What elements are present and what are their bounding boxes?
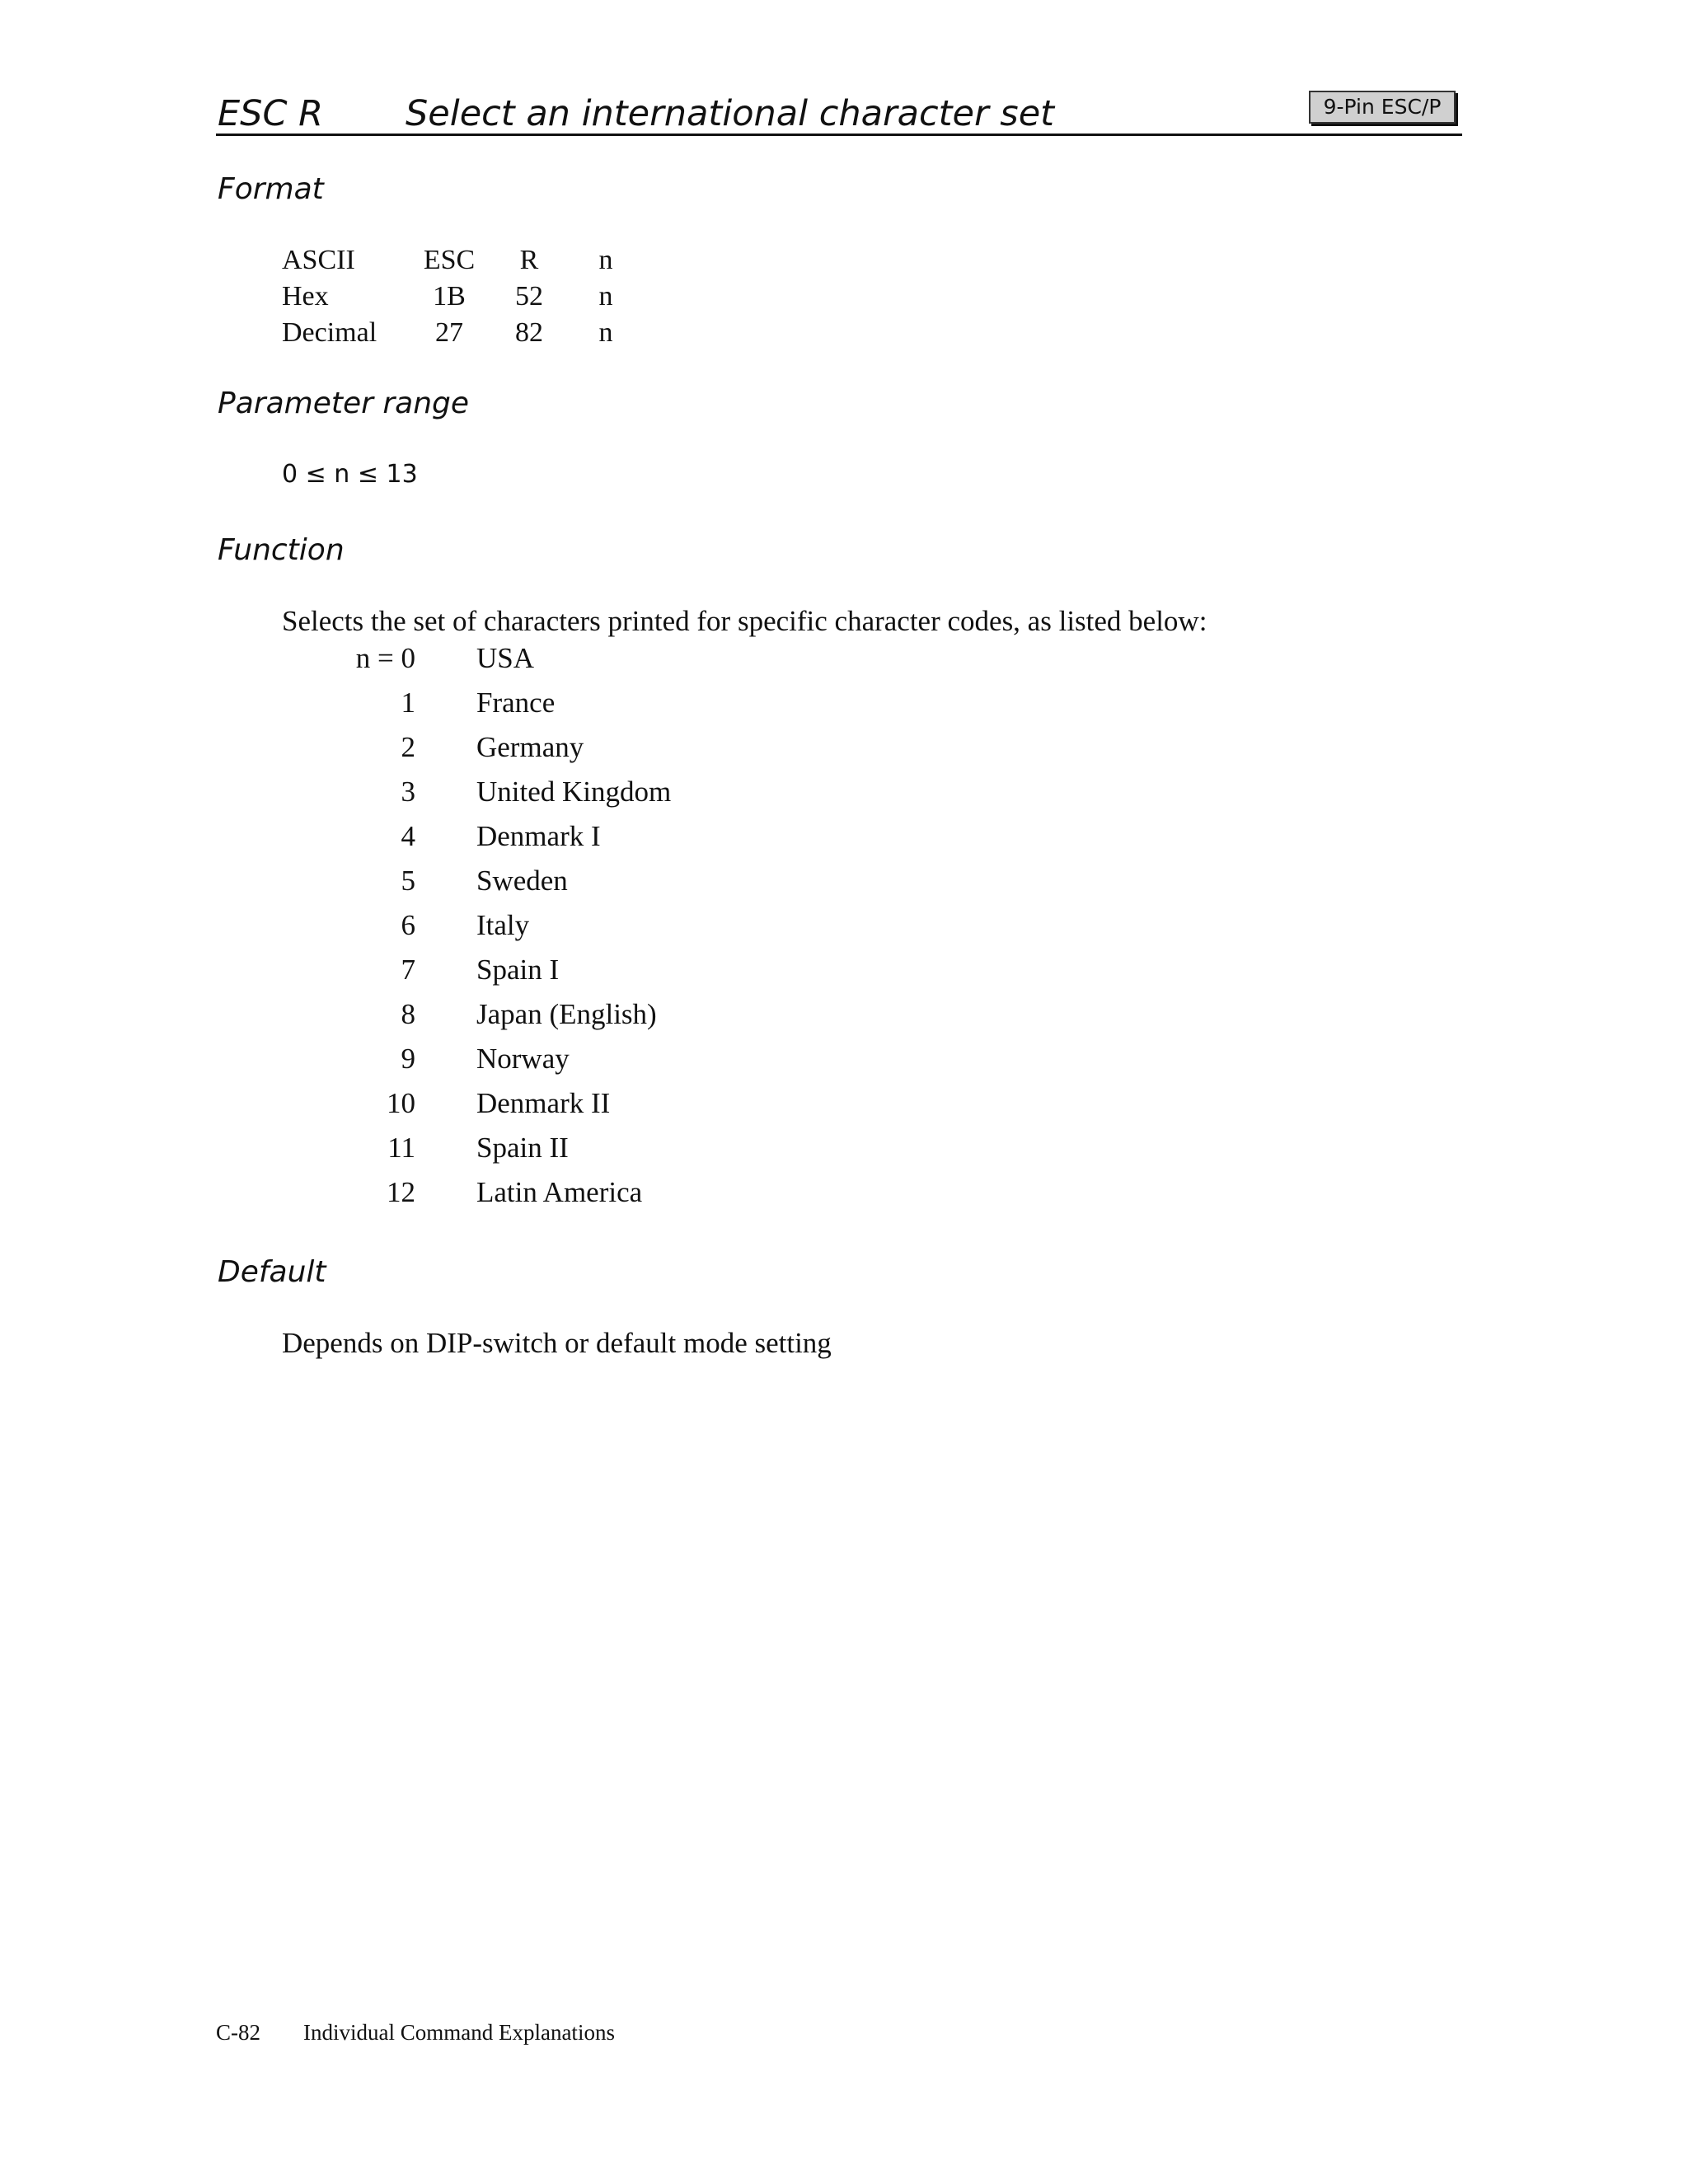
format-cell: 82 <box>515 317 543 348</box>
format-cell: 27 <box>435 317 463 348</box>
list-item <box>0 816 989 857</box>
list-item <box>0 682 989 724</box>
set-number: 9 <box>401 1043 415 1075</box>
footer-page-number: C-82 <box>216 2020 260 2045</box>
header-rule <box>216 134 1462 136</box>
set-name: Japan (English) <box>476 998 657 1030</box>
footer-title: Individual Command Explanations <box>303 2020 615 2045</box>
format-cell: n <box>598 245 613 275</box>
list-item <box>0 638 989 679</box>
default-heading: Default <box>218 1255 326 1289</box>
set-number: 11 <box>387 1132 415 1164</box>
set-name: USA <box>476 642 535 674</box>
page-title: Select an international character set <box>406 93 1055 134</box>
format-label: Decimal <box>282 317 377 348</box>
set-name: Denmark II <box>476 1087 611 1119</box>
list-item <box>0 949 989 991</box>
list-item <box>0 860 989 902</box>
parameter-range-heading: Parameter range <box>218 387 470 420</box>
format-cell: ESC <box>423 245 476 275</box>
list-item <box>0 994 989 1035</box>
set-number: 8 <box>401 998 415 1030</box>
list-item <box>0 1127 989 1169</box>
set-name: United Kingdom <box>476 776 672 808</box>
format-cell: R <box>519 245 539 275</box>
set-number: 2 <box>401 731 415 763</box>
function-heading: Function <box>218 533 345 567</box>
parameter-range-text: 0 ≤ n ≤ 13 <box>282 460 418 489</box>
set-number: 6 <box>401 909 415 941</box>
set-number: 3 <box>401 776 415 808</box>
list-item <box>0 1083 989 1124</box>
format-label: ASCII <box>282 245 355 275</box>
set-number: 10 <box>387 1087 415 1119</box>
set-name: Spain I <box>476 954 560 986</box>
format-label: Hex <box>282 281 329 312</box>
set-name: Germany <box>476 731 584 763</box>
set-name: Spain II <box>476 1132 569 1164</box>
set-number: 4 <box>401 820 415 852</box>
set-name: France <box>476 687 556 719</box>
set-name: Sweden <box>476 865 568 897</box>
set-number: 12 <box>387 1176 415 1208</box>
set-number: 7 <box>401 954 415 986</box>
command-set-badge: 9-Pin ESC/P <box>1309 91 1456 124</box>
command-code: ESC R <box>218 93 324 134</box>
format-cell: n <box>598 281 613 312</box>
set-name: Norway <box>476 1043 570 1075</box>
set-name: Latin America <box>476 1176 643 1208</box>
set-name: Denmark I <box>476 820 601 852</box>
list-item <box>0 1172 989 1213</box>
format-cell: n <box>598 317 613 348</box>
format-cell: 52 <box>515 281 543 312</box>
set-number: 1 <box>401 687 415 719</box>
set-name: Italy <box>476 909 530 941</box>
set-number: n = 0 <box>355 642 415 674</box>
function-intro: Selects the set of characters printed for specific character codes, as listed below: <box>282 605 1207 637</box>
list-item <box>0 1038 989 1080</box>
list-item <box>0 727 989 768</box>
format-heading: Format <box>218 172 324 206</box>
set-number: 5 <box>401 865 415 897</box>
list-item <box>0 771 989 813</box>
list-item <box>0 905 989 946</box>
format-cell: 1B <box>433 281 466 312</box>
default-text: Depends on DIP-switch or default mode setting <box>282 1327 832 1359</box>
